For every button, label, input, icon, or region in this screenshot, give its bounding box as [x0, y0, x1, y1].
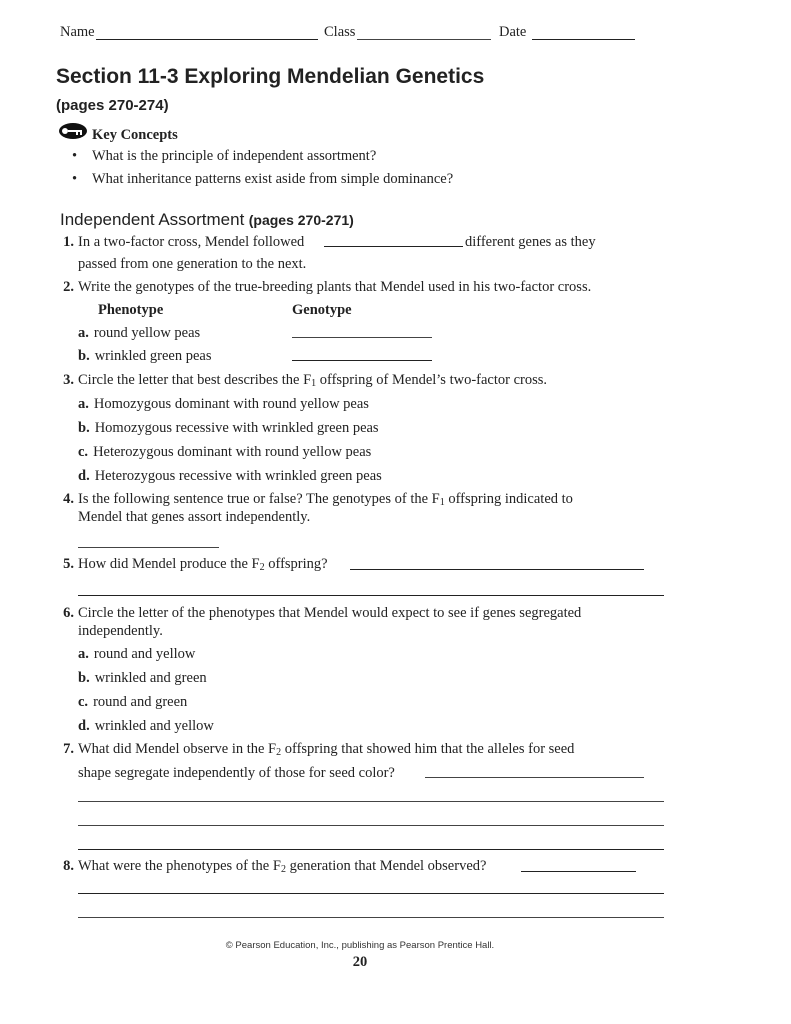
class-label: Class	[324, 24, 356, 40]
q4-answer-line[interactable]	[78, 547, 219, 548]
q6-option-b[interactable]	[78, 670, 207, 687]
key-concept-1: What is the principle of independent assortment?	[92, 148, 377, 164]
q3-c-text: Heterozygous dominant with round yellow peas	[93, 444, 372, 460]
question-6	[54, 605, 581, 622]
q4-line2: Mendel that genes assort independently.	[78, 509, 311, 525]
q7-answer-line-1[interactable]	[425, 777, 644, 778]
q8-answer-line-2[interactable]	[78, 893, 664, 894]
q6-text: Circle the letter of the phenotypes that Mendel would expect to see if genes segregated	[78, 605, 582, 621]
q4-subscript: 1	[439, 497, 445, 508]
q1-text-after: different genes as they	[465, 234, 596, 250]
q7-text-before: What did Mendel observe in the F	[78, 741, 277, 757]
question-1	[54, 234, 304, 251]
q3-a-letter: a.	[78, 396, 89, 412]
q6-d-text: wrinkled and yellow	[94, 718, 214, 734]
q3-d-text: Heterozygous recessive with wrinkled green peas	[94, 468, 382, 484]
q1-line2: passed from one generation to the next.	[78, 256, 307, 272]
section-pages: (pages 270-271)	[248, 212, 354, 228]
q3-b-letter: b.	[78, 420, 90, 436]
q6-number: 6.	[63, 605, 74, 621]
q8-number: 8.	[63, 858, 74, 874]
date-field[interactable]	[532, 39, 635, 40]
q3-option-c[interactable]	[78, 444, 371, 461]
section-title: Independent Assortment	[60, 210, 245, 229]
q6-option-c[interactable]	[78, 694, 187, 711]
q7-subscript: 2	[276, 747, 282, 758]
q6-option-a[interactable]	[78, 646, 195, 663]
question-3	[54, 372, 547, 389]
q8-text-after: generation that Mendel observed?	[285, 858, 487, 874]
q3-d-letter: d.	[78, 468, 90, 484]
q6-c-letter: c.	[78, 694, 89, 710]
q3-option-b[interactable]	[78, 420, 379, 437]
q3-text-after: offspring of Mendel’s two-factor cross.	[316, 372, 548, 388]
section-heading	[60, 210, 354, 230]
date-label: Date	[499, 24, 527, 40]
q6-c-text: round and green	[93, 694, 188, 710]
q3-subscript: 1	[311, 378, 317, 389]
q2-a-genotype-line[interactable]	[292, 337, 432, 338]
q3-a-text: Homozygous dominant with round yellow peas	[93, 396, 369, 412]
genotype-header: Genotype	[292, 302, 352, 318]
q7-text-after: offspring that showed him that the alleles for seed	[281, 741, 575, 757]
q2-row-a	[78, 325, 200, 342]
q2-row-b	[78, 348, 211, 365]
question-8	[54, 858, 486, 875]
key-concepts-heading: Key Concepts	[92, 127, 178, 143]
q8-text-before: What were the phenotypes of the F	[78, 858, 281, 874]
q3-number: 3.	[63, 372, 74, 388]
q6-b-letter: b.	[78, 670, 90, 686]
q7-answer-line-2[interactable]	[78, 801, 664, 802]
name-field[interactable]	[96, 39, 318, 40]
q2-b-text: wrinkled green peas	[94, 348, 212, 364]
q2-number: 2.	[63, 279, 74, 295]
q2-a-text: round yellow peas	[93, 325, 201, 341]
class-field[interactable]	[357, 39, 491, 40]
q7-number: 7.	[63, 741, 74, 757]
q2-b-genotype-line[interactable]	[292, 360, 432, 361]
page-number: 20	[352, 954, 368, 970]
q7-line2: shape segregate independently of those for seed color?	[78, 765, 395, 781]
q8-subscript: 2	[280, 864, 286, 875]
q5-text-before: How did Mendel produce the F	[78, 556, 260, 572]
q3-text-before: Circle the letter that best describes the F	[78, 372, 312, 388]
q6-b-text: wrinkled and green	[94, 670, 207, 686]
q4-text-before: Is the following sentence true or false? The genotypes of the F	[78, 491, 440, 507]
q5-answer-line-1[interactable]	[350, 569, 644, 570]
q5-number: 5.	[63, 556, 74, 572]
q3-option-a[interactable]	[78, 396, 369, 413]
q6-a-letter: a.	[78, 646, 89, 662]
name-label: Name	[60, 24, 95, 40]
question-4	[54, 491, 573, 508]
phenotype-header: Phenotype	[98, 302, 164, 318]
q5-text-after: offspring?	[264, 556, 328, 572]
page-range: (pages 270-274)	[56, 97, 169, 114]
question-2	[54, 279, 591, 296]
q6-line2: independently.	[78, 623, 163, 639]
page-title: Section 11-3 Exploring Mendelian Genetics	[56, 65, 485, 88]
q5-answer-line-2[interactable]	[78, 595, 664, 596]
q4-number: 4.	[63, 491, 74, 507]
key-icon	[58, 122, 88, 140]
q6-d-letter: d.	[78, 718, 90, 734]
key-concept-bullet-1: •	[72, 148, 78, 164]
q1-number: 1.	[63, 234, 74, 250]
q7-answer-line-3[interactable]	[78, 825, 664, 826]
q8-answer-line-1[interactable]	[521, 871, 636, 872]
q3-option-d[interactable]	[78, 468, 382, 485]
question-7	[54, 741, 574, 758]
q4-text-after: offspring indicated to	[444, 491, 573, 507]
question-5	[54, 556, 328, 573]
q2-b-letter: b.	[78, 348, 90, 364]
q6-a-text: round and yellow	[93, 646, 196, 662]
key-concept-2: What inheritance patterns exist aside from simple dominance?	[92, 171, 454, 187]
q8-answer-line-3[interactable]	[78, 917, 664, 918]
q6-option-d[interactable]	[78, 718, 214, 735]
q7-answer-line-4[interactable]	[78, 849, 664, 850]
q3-b-text: Homozygous recessive with wrinkled green peas	[94, 420, 379, 436]
q3-c-letter: c.	[78, 444, 89, 460]
q1-answer-line[interactable]	[324, 246, 463, 247]
q2-text: Write the genotypes of the true-breeding plants that Mendel used in his two-factor cross.	[78, 279, 592, 295]
key-concept-bullet-2: •	[72, 171, 78, 187]
copyright-notice: © Pearson Education, Inc., publishing as Pearson Prentice Hall.	[225, 940, 495, 951]
q5-subscript: 2	[259, 562, 265, 573]
q1-text-before: In a two-factor cross, Mendel followed	[78, 234, 305, 250]
q2-a-letter: a.	[78, 325, 89, 341]
